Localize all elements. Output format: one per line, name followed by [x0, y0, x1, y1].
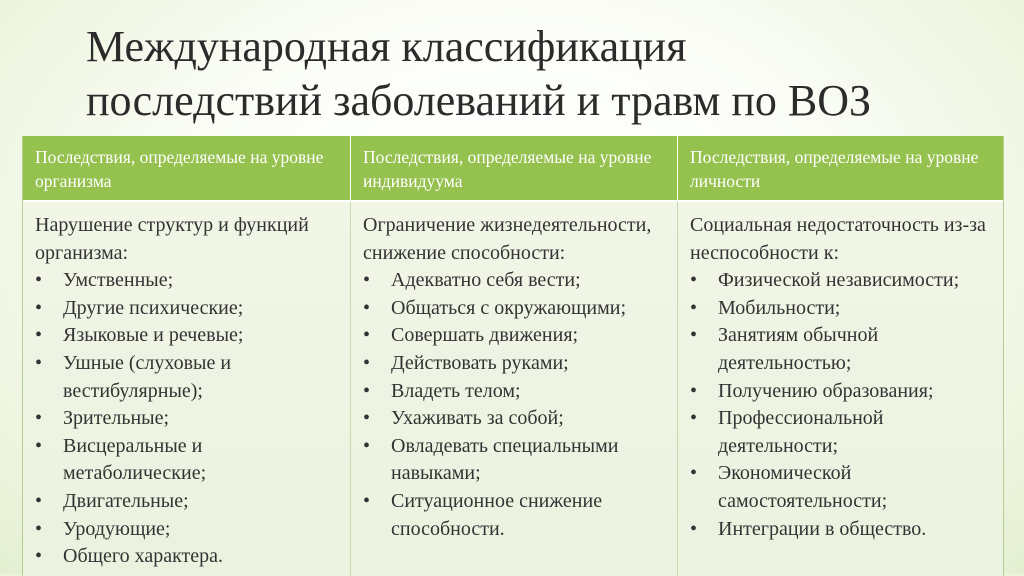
list-item: • Висцеральные и метаболические;: [35, 433, 342, 488]
disability-list: [363, 267, 669, 543]
list-item: • Мобильности;: [690, 295, 995, 323]
header-individual-level: Последствия, определяемые на уровне индивидуума: [350, 136, 677, 200]
cell-intro: Ограничение жизнедеятельности, снижение способности:: [363, 214, 652, 264]
header-organism-level: Последствия, определяемые на уровне организма: [35, 147, 324, 191]
list-item: • Адекватно себя вести;: [363, 267, 669, 295]
list-item: • Профессиональной деятельности;: [690, 405, 995, 460]
slide-title: [86, 20, 986, 128]
table-body-row: [23, 202, 1003, 576]
slide-title-line-2: последствий заболеваний и травм по ВОЗ: [86, 76, 872, 125]
list-item: • Ушные (слуховые и вестибулярные);: [35, 350, 342, 405]
handicap-list: [690, 267, 995, 543]
list-item: • Общаться с окружающими;: [363, 295, 669, 323]
list-item: • Экономической самостоятельности;: [690, 460, 995, 515]
classification-table: [22, 136, 1004, 576]
cell-intro: Социальная недостаточность из-за неспособности к:: [690, 214, 986, 264]
table-header-row: [23, 136, 1003, 202]
list-item: • Умственные;: [35, 267, 342, 295]
list-item: • Совершать движения;: [363, 322, 669, 350]
list-item: • Языковые и речевые;: [35, 322, 342, 350]
slide-title-line-1: Международная классификация: [86, 22, 687, 71]
list-item: • Другие психические;: [35, 295, 342, 323]
list-item: • Овладевать специальными навыками;: [363, 433, 669, 488]
list-item: • Физической независимости;: [690, 267, 995, 295]
list-item: • Занятиям обычной деятельностью;: [690, 322, 995, 377]
list-item: • Зрительные;: [35, 405, 342, 433]
cell-personality-level: [677, 202, 1003, 576]
list-item: • Уродующие;: [35, 516, 342, 544]
list-item: • Владеть телом;: [363, 378, 669, 406]
list-item: • Действовать руками;: [363, 350, 669, 378]
cell-organism-level: [23, 202, 350, 576]
list-item: • Получению образования;: [690, 378, 995, 406]
list-item: • Ситуационное снижение способности.: [363, 488, 669, 543]
cell-intro: Нарушение структур и функций организма:: [35, 214, 309, 264]
list-item: • Двигательные;: [35, 488, 342, 516]
list-item: • Общего характера.: [35, 543, 342, 571]
header-personality-level: Последствия, определяемые на уровне личности: [677, 136, 1003, 200]
cell-individual-level: [350, 202, 677, 576]
list-item: • Интеграции в общество.: [690, 516, 995, 544]
impairment-list: [35, 267, 342, 571]
list-item: • Ухаживать за собой;: [363, 405, 669, 433]
